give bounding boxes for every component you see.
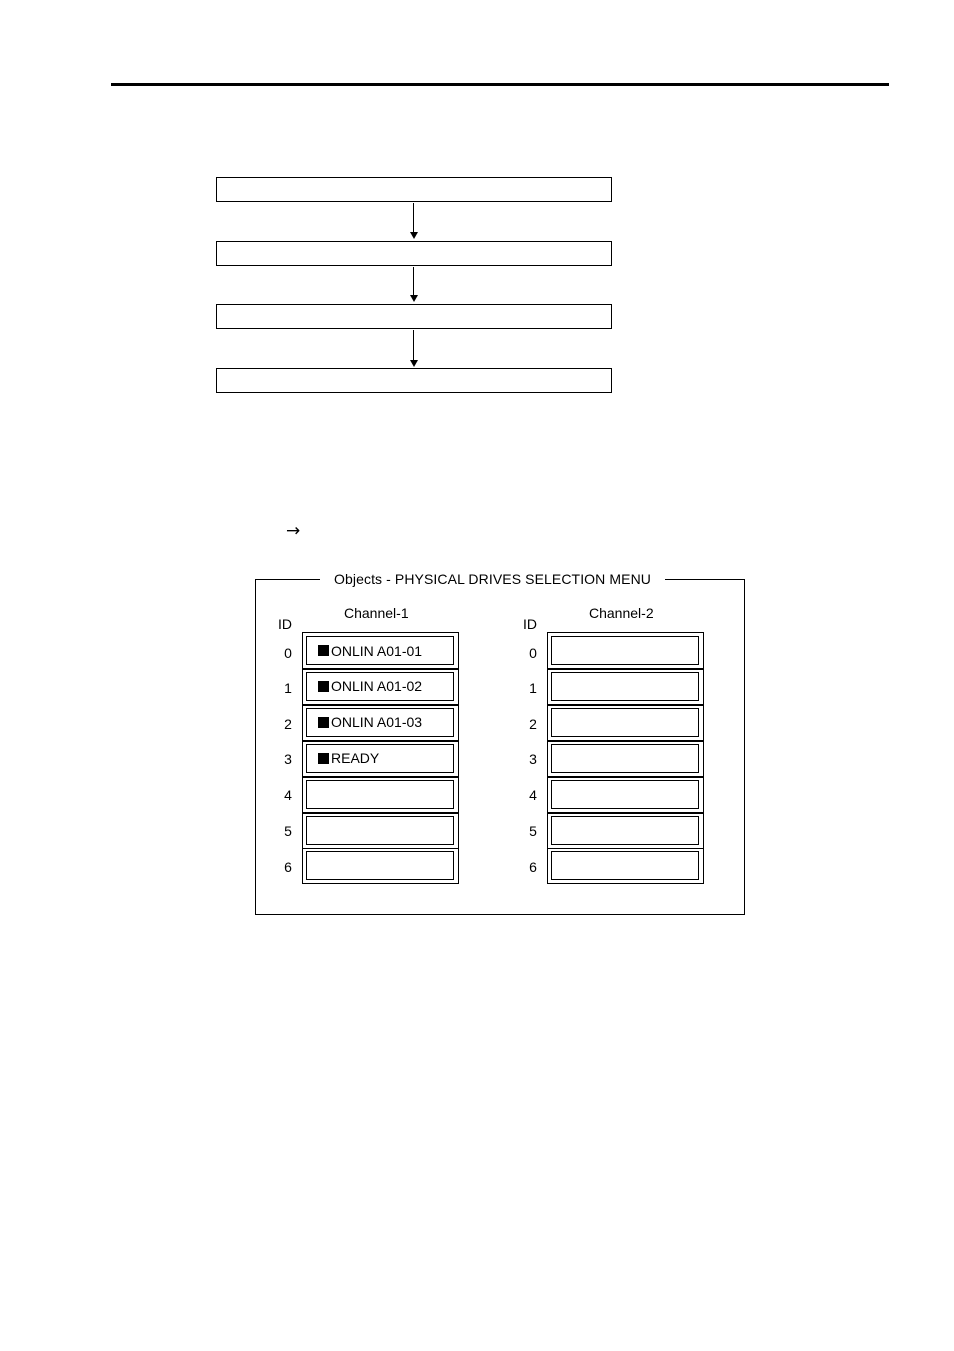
drive-id-label: 2 — [529, 716, 537, 732]
channel-1-label: Channel-1 — [344, 605, 409, 621]
id-column-header: ID — [523, 616, 537, 632]
drive-slot-ch1-id6[interactable] — [306, 851, 454, 880]
drive-slot-ch1-id5[interactable] — [306, 816, 454, 845]
slot-separator — [548, 668, 703, 670]
channel-2-drive-list — [547, 632, 704, 884]
slot-separator — [303, 812, 458, 814]
drive-id-label: 1 — [529, 680, 537, 696]
slot-separator — [548, 812, 703, 814]
slot-separator — [548, 776, 703, 778]
drive-slot-ch2-id3[interactable] — [551, 744, 699, 773]
drive-slot-ch2-id2[interactable] — [551, 708, 699, 737]
drive-status-marker-icon — [318, 645, 329, 656]
drive-slot-ch2-id5[interactable] — [551, 816, 699, 845]
slot-separator — [548, 704, 703, 706]
drive-status-text: ONLIN A01-03 — [331, 714, 423, 731]
drive-id-label: 6 — [284, 859, 292, 875]
drive-slot-ch1-id2[interactable] — [306, 708, 454, 737]
drive-slot-ch2-id4[interactable] — [551, 780, 699, 809]
drive-id-label: 4 — [284, 787, 292, 803]
slot-separator — [303, 704, 458, 706]
drive-slot-ch1-id4[interactable] — [306, 780, 454, 809]
drive-id-label: 5 — [284, 823, 292, 839]
drive-id-label: 5 — [529, 823, 537, 839]
slot-separator — [303, 668, 458, 670]
arrow-right-icon: → — [286, 521, 301, 541]
drive-slot-ch1-id3[interactable] — [306, 744, 454, 773]
slot-separator — [303, 776, 458, 778]
drive-id-label: 3 — [284, 751, 292, 767]
drive-status-marker-icon — [318, 681, 329, 692]
drive-slot-ch1-id0[interactable] — [306, 636, 454, 665]
drive-slot-ch2-id6[interactable] — [551, 851, 699, 880]
slot-separator — [548, 740, 703, 742]
drive-status-marker-icon — [318, 753, 329, 764]
drive-id-label: 4 — [529, 787, 537, 803]
flow-step-4 — [216, 368, 612, 393]
slot-separator — [303, 848, 458, 850]
drive-status-text: READY — [331, 750, 380, 767]
drive-id-label: 6 — [529, 859, 537, 875]
channel-1-drive-list — [302, 632, 459, 884]
drive-id-label: 0 — [529, 645, 537, 661]
drive-status-marker-icon — [318, 717, 329, 728]
drive-status-text: ONLIN A01-02 — [331, 678, 423, 695]
flow-step-2 — [216, 241, 612, 266]
drive-id-label: 2 — [284, 716, 292, 732]
id-column-header: ID — [278, 616, 292, 632]
drive-slot-ch2-id1[interactable] — [551, 672, 699, 701]
channel-2-label: Channel-2 — [589, 605, 654, 621]
drive-id-label: 1 — [284, 680, 292, 696]
menu-title: Objects - PHYSICAL DRIVES SELECTION MENU — [320, 570, 665, 588]
drive-status-text: ONLIN A01-01 — [331, 642, 423, 659]
drive-id-label: 3 — [529, 751, 537, 767]
slot-separator — [303, 740, 458, 742]
slot-separator — [548, 848, 703, 850]
drive-slot-ch1-id1[interactable] — [306, 672, 454, 701]
header-rule — [111, 83, 889, 86]
drive-slot-ch2-id0[interactable] — [551, 636, 699, 665]
flow-step-3 — [216, 304, 612, 329]
flow-step-1 — [216, 177, 612, 202]
drive-id-label: 0 — [284, 645, 292, 661]
